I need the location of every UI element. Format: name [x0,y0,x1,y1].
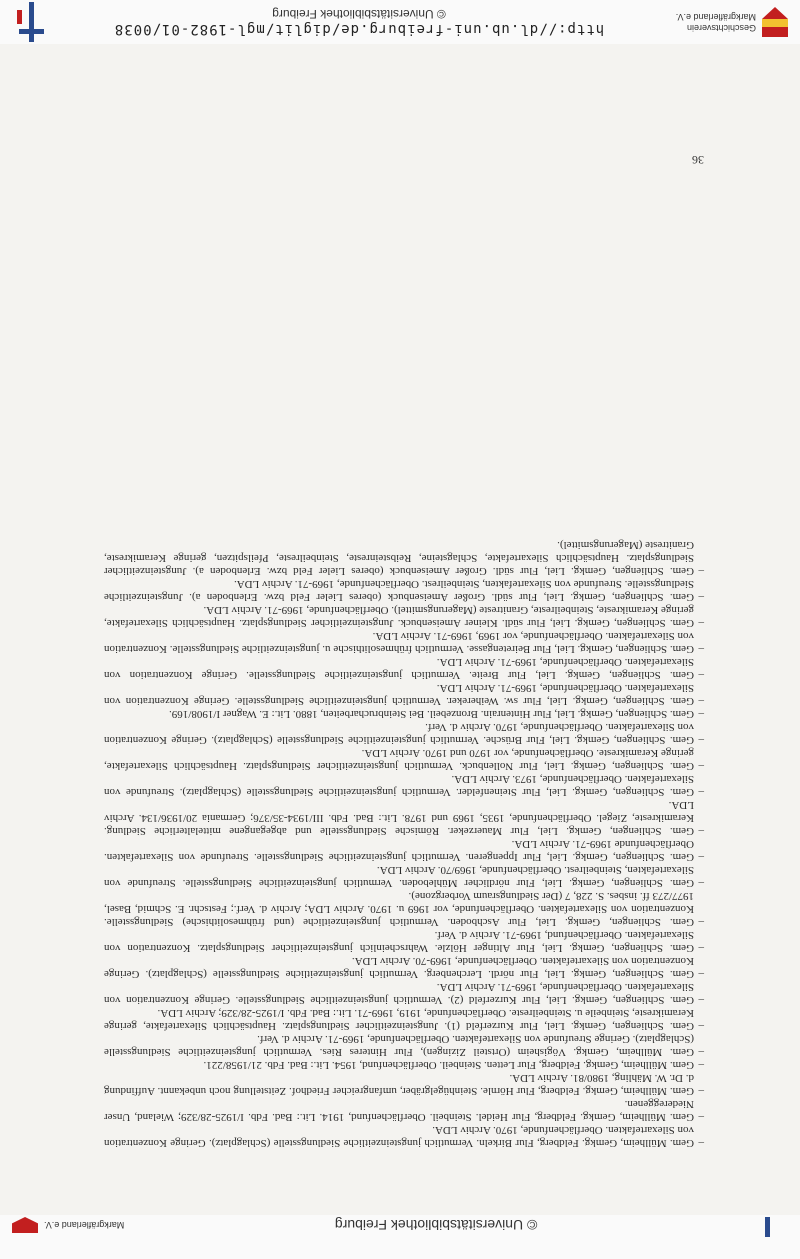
source-url-link[interactable]: http://dl.ub.uni-freiburg.de/diglit/mgl-1982-01/0038 [113,21,605,37]
site-entry: – Gem. Schliengen, Gemkg. Liel, Flur Hintenrain. Bronzebeil. Bei Steinbrucharbeiten, 1880. Lit.: E. Wagner I/1908/169. [104,707,704,720]
site-entry: – Gem. Schliengen, Gemkg. Liel, Flur südl. Großer Ameisenbuck (oberes Lieler Feld bzw. Erlenboden a). Jungsteinzeitliche Siedlungsstelle. Streufunde von Silexartefakten, Steinbeilrest. Oberflächenfunde, 1969-71. Archiv LDA. [104,577,704,603]
site-entry-list [104,538,704,1149]
site-entry: – Gem. Schliengen, Gemkg. Liel, Flur Breite. Vermutlich jungsteinzeitliche Siedlungsstelle. Geringe Konzentration von Silexartefakten. Oberflächenfunde, 1969-71. Archiv LDA. [104,655,704,681]
site-entry: – Gem. Schliengen, Gemkg. Liel, Flur Beiretengasse. Vermutlich frühmesolithische u. jungsteinzeitliche Siedlungsstelle. Konzentration von Silexartefakten. Oberflächenfunde, vor 1969, 1969-71. Archiv LDA. [104,629,704,655]
site-entry: – Gem. Schliengen, Gemkg. Liel, Flur nördl. Lerchenberg. Vermutlich jungsteinzeitliche Siedlungsstelle (Schlagplatz). Geringe Konzentration von Silexartefakten. Oberflächenfunde, 1969-70. Archiv LDA. [104,954,704,980]
site-entry: – Gem. Schliengen, Gemkg. Liel, Flur Ippengeren. Vermutlich jungsteinzeitliche Siedlungsstelle. Streufunde von Silexartefakten. Oberflächenfunde 1969-71. Archiv LDA. [104,837,704,863]
page-number: 36 [692,153,704,167]
site-entry: – Gem. Schliengen, Gemkg. Liel, Flur Steinenfelder. Vermutlich jungsteinzeitliche Siedlungsstelle (Schlagplatz). Streufunde von Silexartefakten. Oberflächenfunde, 1973. Archiv LDA. [104,772,704,798]
footer-org-name: Markgräflerland e.V. [44,1220,125,1231]
site-entry: – Gem. Schliengen, Gemkg. Liel, Flur Altinger Hölzle. Wahrscheinlich jungsteinzeitlicher Siedlungsplatz. Konzentration von Silexartefakten. Oberflächenfund, 1969-71. Archiv d. Verf. [104,928,704,954]
footer-library-credit: © Universitätsbibliothek Freiburg [334,1217,538,1233]
site-entry: – Gem. Schliengen, Gemkg. Liel, Flur Kurzerfeld (1). Jungsteinzeitlicher Siedlungsplatz. Hauptsächlich Silexartefakte, geringe Keramikreste, Steinbeile u. Steinbeilreste. Oberflächenfunde, 1919, 1969-71. Lit.: Bad. Fdb. I/1925-28/329; Archiv LDA. [104,1006,704,1032]
site-entry: – Gem. Müllheim, Gemkg. Feldberg, Flur Hörnle. Steinhügelgräber, umfangreicher Friedhof. Zeitstellung noch unbekannt. Auffindung d. Dr. W. Mähling, 1980/81. Archiv LDA. [104,1071,704,1097]
site-entry: – Gem. Schliengen, Gemkg. Liel, Flur Mauerzeker. Römische Siedlungsstelle und abgegangene mittelalterliche Siedlung. Keramikreste, Ziegel. Oberflächenfunde, 1935, 1969 und 1978. Lit.: Bad. Fdb. III/1934-35/376; Germania 20/1936/134. Archiv LDA. [104,798,704,837]
site-entry: – Gem. Schliengen, Gemkg. Liel, Flur Aschboden. Vermutlich jungsteinzeitliche (und frühmesolithische) Siedlungsstelle. Konzentration von Silexartefakten. Oberflächenfunde, vor 1969 u. 1970. Archiv LDA; Archiv d. Verf.; Festschr. E. Schmid, Basel, 1977/273 ff. insbes. S. 228, 7 (Der Siedlungsraum Vorbergzone). [104,889,704,928]
site-entry: – Gem. Schliengen, Gemkg. Liel, Flur Kurzerfeld (2). Vermutlich jungsteinzeitliche Siedlungsstelle. Geringe Konzentration von Silexartefakten. Oberflächenfunde, 1969-71. Archiv LDA. [104,980,704,1006]
org-name: Geschichtsverein Markgräflerland e.V. [675,12,756,33]
site-entry: – Gem. Müllheim, Gemkg. Feldberg, Flur Birkeln. Vermutlich jungsteinzeitliche Siedlungsstelle (Schlagplatz). Geringe Konzentration von Silexartefakten. Oberflächenfunde, 1970. Archiv LDA. [104,1123,704,1149]
site-entry: – Gem. Müllheim, Gemkg. Feldberg, Flur Heidel. Steinbeil. Oberflächenfund, 1914. Lit.: Bad. Fdb. I/1925-28/329; Wieland, Unser Niedereggenen. [104,1097,704,1123]
library-credit: © Universitätsbibliothek Freiburg [272,7,446,21]
site-entry: – Gem. Schliengen, Gemkg. Liel, Flur sw. Weihereker. Vermutlich jungsteinzeitliche Siedlungsstelle. Geringe Konzentration von Silexartefakten. Oberflächenfunde, 1969-71. Archiv LDA. [104,681,704,707]
site-entry: – Gem. Schliengen, Gemkg. Liel, Flur Nollenbuck. Vermutlich jungsteinzeitlicher Siedlungsplatz. Hauptsächlich Silexartefakte, geringe Keramikreste. Oberflächenfunde, vor 1970 und 1970. Archiv LDA. [104,746,704,772]
footer-crest-icon [12,1217,38,1233]
site-entry: – Gem. Müllheim, Gemkg. Vögisheim (Ortsteil Zizingen), Flur Hinteres Ries. Vermutlich jungsteinzeitliche Siedlungsstelle (Schlagplatz). Geringe Streufunde von Silexartefakten. Oberflächenfunde, 1969-71. Archiv d. Verf. [104,1032,704,1058]
site-entry: – Gem. Müllheim, Gemkg. Feldberg, Flur Letten. Steinbeil. Oberflächenfund, 1954. Lit.: Bad. Fdb. 21/1958/221. [104,1058,704,1071]
site-entry: – Gem. Schliengen, Gemkg. Liel, Flur südl. Kleiner Ameisenbuck. Jungsteinzeitlicher Siedlungsplatz. Hauptsächlich Silexartefakte, geringe Keramikreste, Steinbeilreste, Granitreste (Magerungsmittel). Oberflächenfunde, 1969-71. Archiv LDA. [104,603,704,629]
library-logo-icon-bottom [748,1217,788,1237]
site-entry: – Gem. Schliengen, Gemkg. Liel, Flur Brüsche. Vermutlich jungsteinzeitliche Siedlungsstelle (Schlagplatz). Geringe Konzentration von Silexartefakten. Oberflächenfunde, 1970. Archiv d. Verf. [104,720,704,746]
site-entry: – Gem. Schliengen, Gemkg. Liel, Flur nördlicher Mühleboden. Vermutlich jungsteinzeitliche Siedlungsstelle. Streufunde von Silexartefakten, Steinbeilrest. Oberflächenfunde, 1969/70. Archiv LDA. [104,863,704,889]
footer-strip [0,1215,800,1259]
site-entry: – Gem. Schliengen, Gemkg. Liel, Flur südl. Großer Ameisenbuck (oberes Lieler Feld bzw. Erlenboden a). Jungsteinzeitlicher Siedlungsplatz. Hauptsächlich Silexartefakte, Schlagsteine, Reibsteinreste, Steinbeilreste, Pfeilspitzen, geringe Keramikreste, Granitreste (Magerungsmittel). [104,538,704,577]
